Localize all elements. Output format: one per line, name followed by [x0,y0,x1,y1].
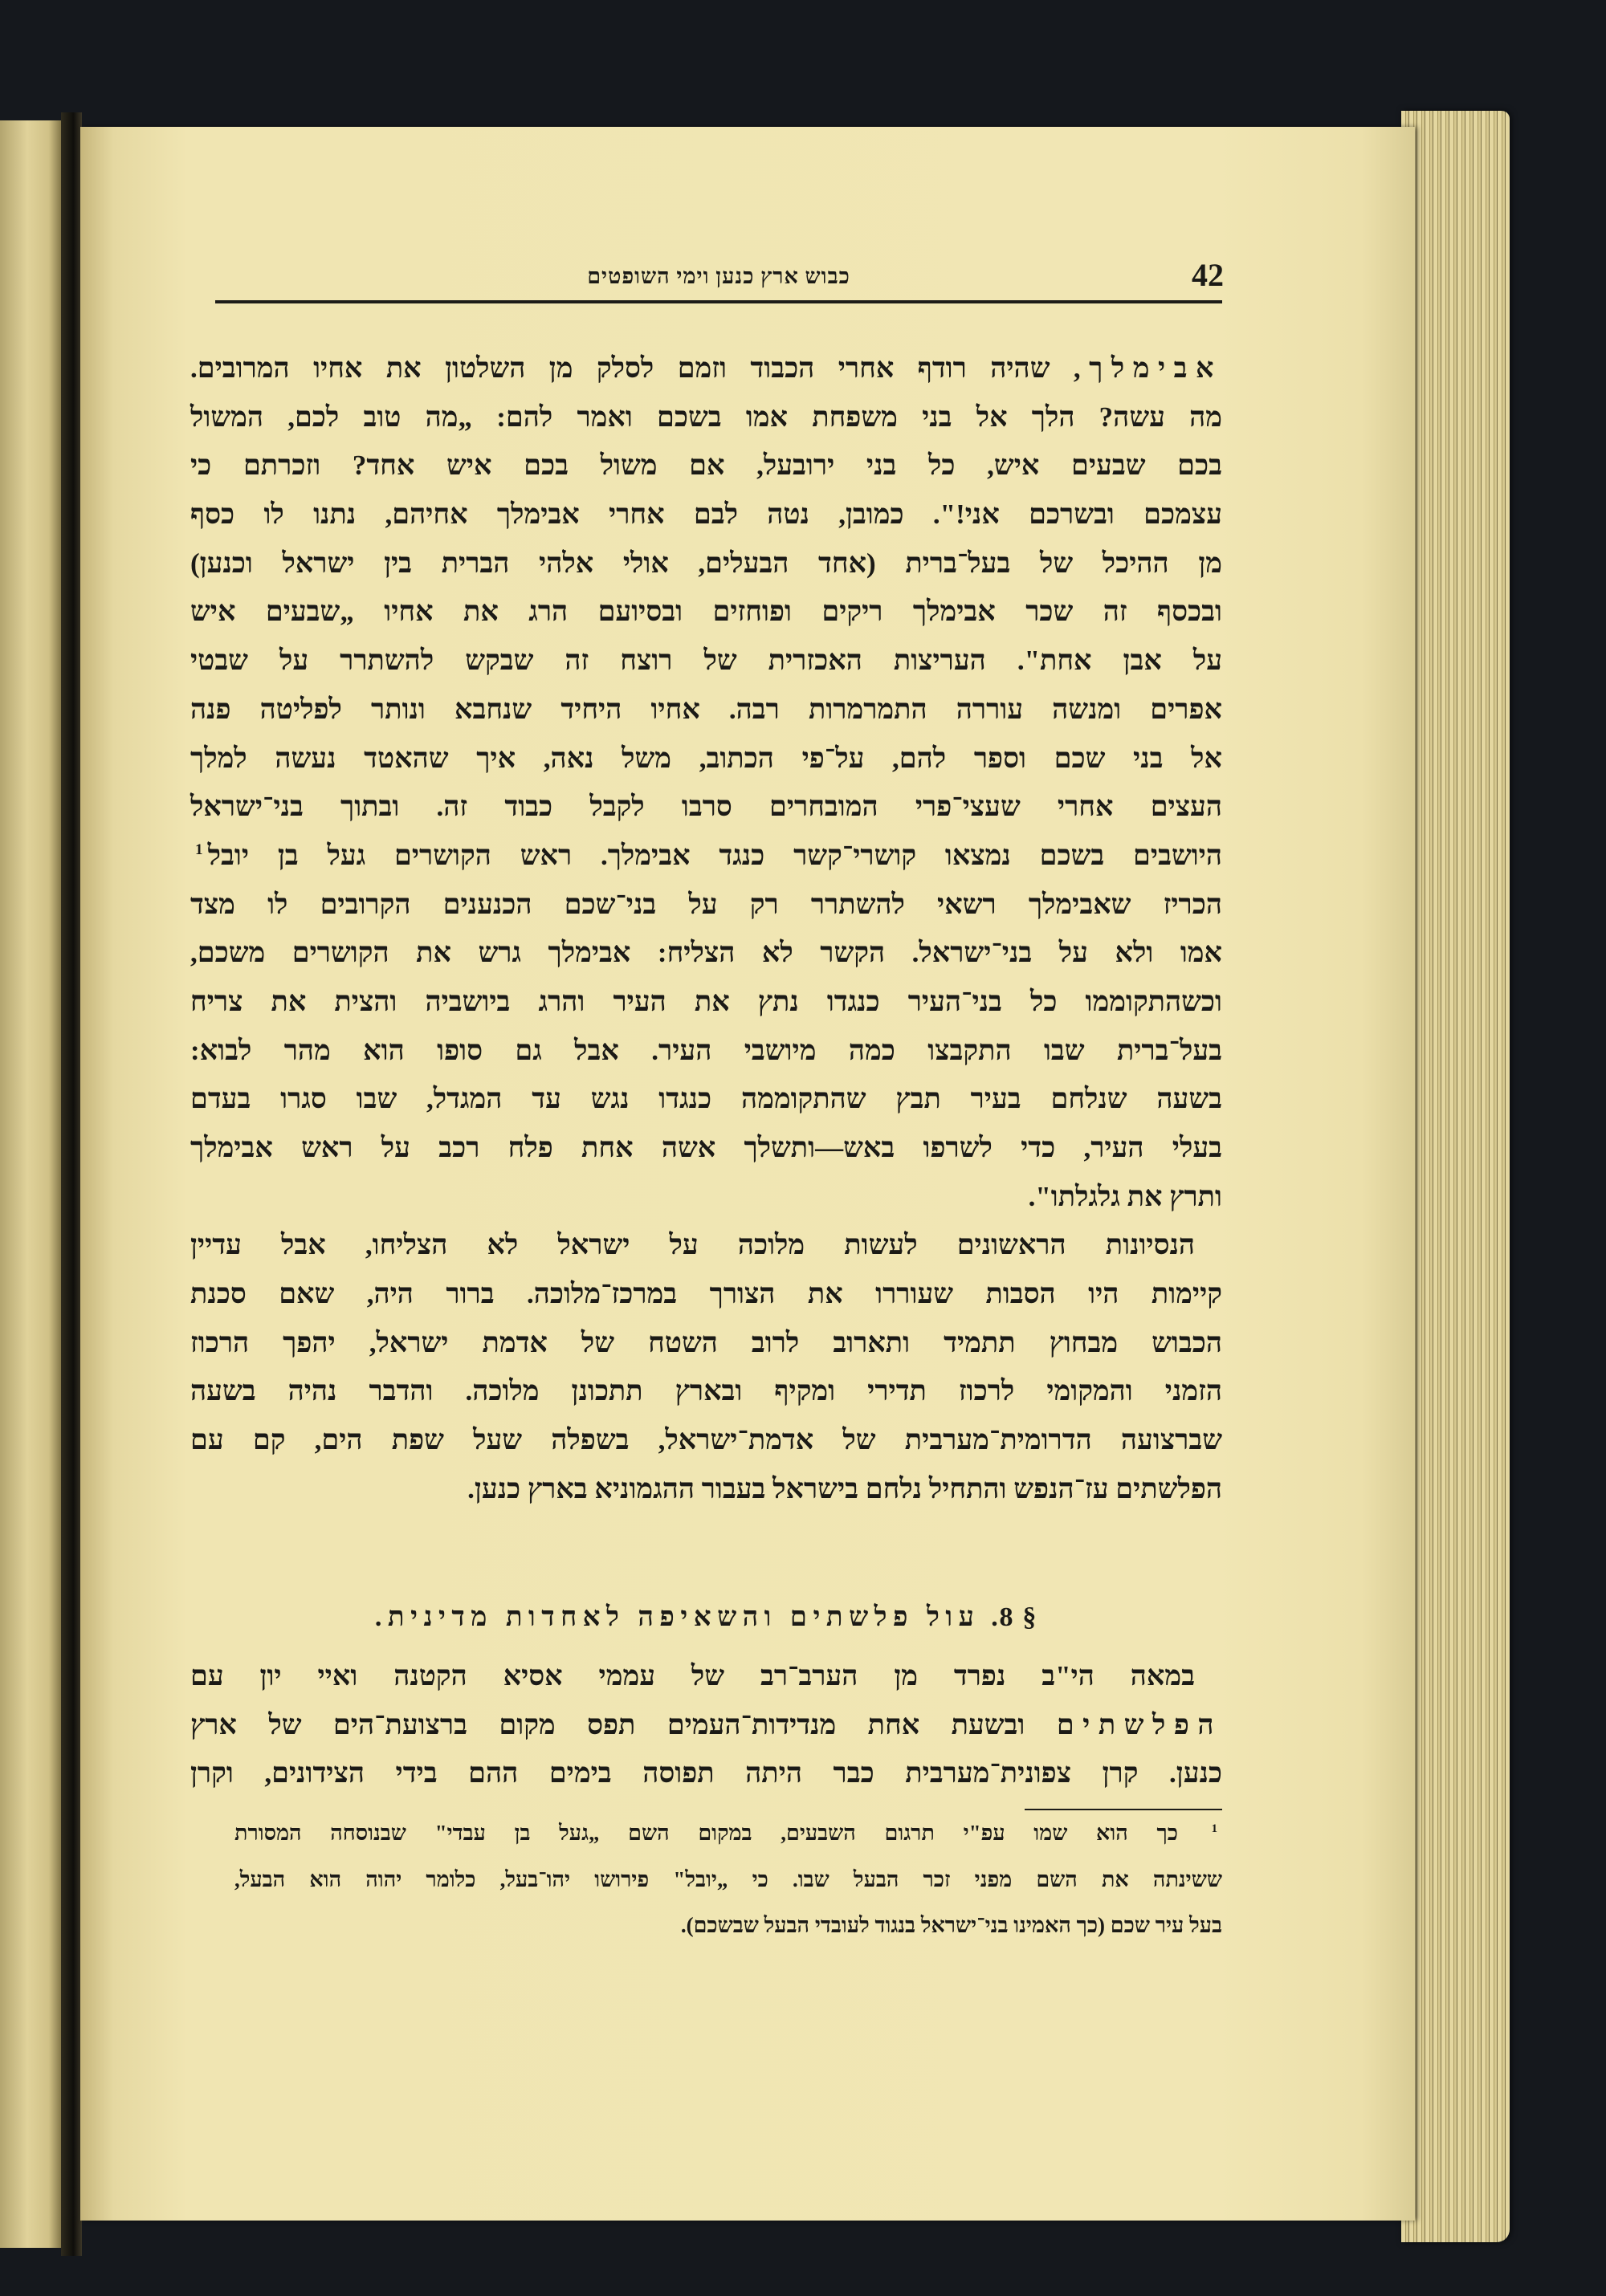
text-line: בעלי העיר, כדי לשרפו באש—ותשלך אשה אחת פלח רכב על ראש אבימלך [190,1132,1222,1163]
section-title: עול פלשתים והשאיפה לאחדות מדינית. [374,1602,980,1632]
line-text: ובשעת אחת מנדידות־העמים תפס מקום ברצועת־הים של ארץ [190,1708,1025,1740]
page-edges-stack [1401,111,1510,2242]
text-line: על אבן אחת". העריצות האכזרית של רוצח זה שבקש להשתרר על שבטי [190,645,1222,677]
line-text: היושבים בשכם נמצאו קושרי־קשר כנגד אבימלך. ראש הקושרים געל בן יובל [207,839,1222,871]
footnote-line: ששינתה את השם מפני זכר הבעל שבו. כי „יובל" פירושו יהו־בעל, כלומר יהוה הוא הבעל, [234,1867,1222,1891]
section-heading [190,1596,1222,1639]
text-line: העצים אחרי שעצי־פרי המובחרים סרבו לקבל כבוד זה. ובתוך בני־ישראל [190,791,1222,823]
header-rule [215,300,1222,303]
text-line [190,832,1222,881]
page-number: 42 [1192,257,1224,293]
line-text: שהיה רודף אחרי הכבוד וזמם לסלק מן השלטון את אחיו המרובים. [190,352,1050,384]
text-line: אל בני שכם וספר להם, על־פי הכתוב, משל נאה, איך שהאטד נעשה למלך [190,742,1222,774]
text-line: הנסיונות הראשונים לעשות מלוכה על ישראל לא הצליחו, אבל עדיין [190,1229,1195,1261]
text-line: בשעה שנלחם בעיר תבץ שהתקוממה כנגדו נגש עד המגדל, שבו סגרו בעדם [190,1083,1222,1115]
lead-word: אבימלך, [1073,352,1223,384]
footnote-line [234,1810,1222,1857]
text-line: הפלשתים עז־הנפש והתחיל נלחם בישראל בעבור ההגמוניא בארץ כנען. [467,1472,1222,1504]
text-line [190,344,1222,393]
footnote-line: בעל עיר שכם (כך האמינו בני־ישראל בנגוד לעובדי הבעל שבשכם). [680,1913,1222,1937]
footnote [234,1810,1222,1949]
section-number: § 8. [991,1602,1038,1632]
text-line: קיימות היו הסבות שעוררו את הצורך במרכז־מלוכה. ברור היה, שאם סכנת [190,1278,1222,1310]
text-line: אפרים ומנשה עוררה התמרמרות רבה. אחיו היחיד שנחבא ונותר לפליטה פנה [190,693,1222,725]
main-text [190,344,1222,1514]
text-line [190,1701,1222,1750]
running-head: כבוש ארץ כנען וימי השופטים [587,264,850,288]
text-line: ובכסף זה שכר אבימלך ריקים ופוחזים ובסיועם הרג את אחיו „שבעים איש [190,596,1222,628]
gutter-shadow [61,112,82,2256]
text-line: בעל־ברית שבו התקבצו כמה מיושבי העיר. אבל גם סופו הוא מהר לבוא: [190,1034,1222,1066]
text-line: הזמני והמקומי לרכוז תדירי ומקיף ובארץ תתכונן מלוכה. והדבר נהיה בשעה [190,1375,1222,1407]
text-line: הכבוש מבחוץ תתמיד ותארוב לרוב השטח של אדמת ישראל, יהפך הרכוז [190,1326,1222,1358]
lead-word: הפלשתים [1056,1708,1222,1740]
text-line: כנען. קרן צפונית־מערבית כבר היתה תפוסה בימים ההם בידי הצידונים, וקרן [190,1757,1222,1789]
text-line: בכם שבעים איש, כל בני ירובעל, אם משול בכם איש אחד? וזכרתם כי [190,450,1222,482]
footnote-ref: 1 [195,841,203,859]
line-text: כך הוא שמו עפ"י תרגום השבעים, במקום השם „געל בן עבדי" שבנוסחה המסורת [234,1821,1178,1845]
text-line: במאה הי"ב נפרד מן הערב־רב של עממי אסיא הקטנה ואיי יון עם [190,1660,1195,1691]
text-line: מן ההיכל של בעל־ברית (אחד הבעלים, אולי אלהי הברית בין ישראל וכנען) [190,547,1222,579]
text-line: שברצועה הדרומית־מערבית של אדמת־ישראל, בשפלה שעל שפת הים, קם עם [190,1424,1222,1456]
text-line: וכשהתקוממו כל בני־העיר כנגדו נתץ את העיר והרג ביושביה והצית את צריח [190,985,1222,1017]
text-line: מה עשה? הלך אל בני משפחת אמו בשכם ואמר להם: „מה טוב לכם, המשול [190,401,1222,433]
text-line: הכריז שאבימלך רשאי להשתרר רק על בני־שכם הכנענים הקרובים לו מצד [190,888,1222,920]
text-line: עצמכם ובשרכם אני!". כמובן, נטה לבם אחרי אבימלך אחיהם, נתנו לו כסף [190,499,1222,531]
text-line: אמו ולא על בני־ישראל. הקשר לא הצליח: אבימלך גרש את הקושרים משכם, [190,937,1222,969]
text-line: ותרץ את גלגלתו". [1028,1180,1222,1212]
previous-page-edge [0,120,61,2248]
section-text [190,1652,1222,1798]
footnote-marker: 1 [1211,1822,1218,1835]
